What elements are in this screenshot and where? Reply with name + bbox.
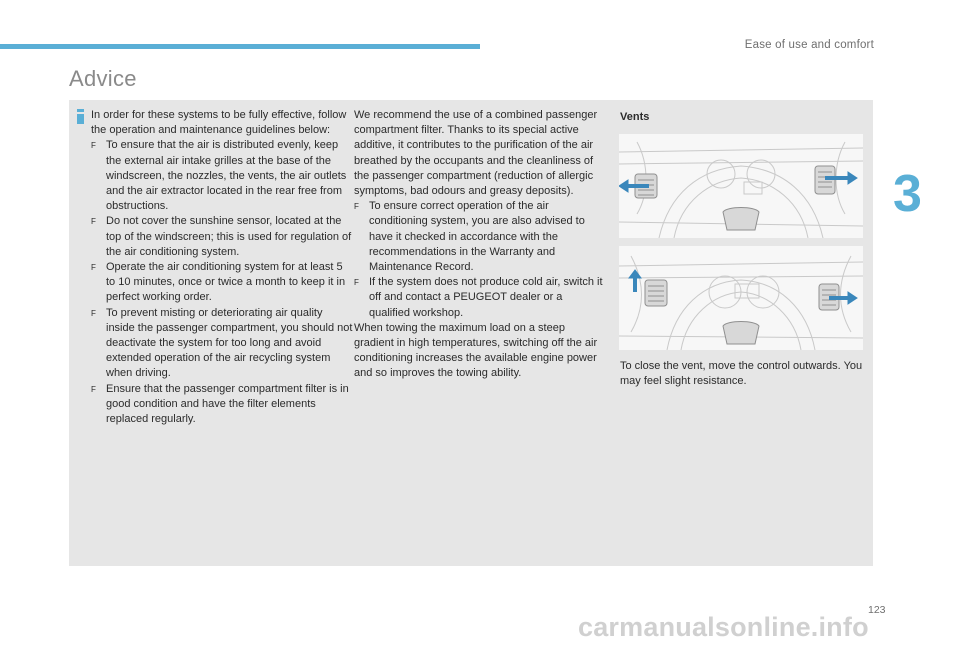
column-3 <box>620 110 870 133</box>
col2-outro: When towing the maximum load on a steep gradient in high temperatures, switching off the air conditioning increases the available engine power and so improves the towing ability. <box>354 321 598 380</box>
col1-intro: In order for these systems to be fully effective, follow the operation and maintenance guidelines below: <box>91 109 347 137</box>
vents-illustration-bottom <box>619 246 863 350</box>
bullet-marker: F <box>91 308 96 318</box>
vents-title: Vents <box>620 111 650 123</box>
bullet-marker: F <box>91 263 96 273</box>
column-1 <box>91 108 353 427</box>
header-accent-bar <box>0 44 480 49</box>
bullet-marker: F <box>354 278 359 288</box>
list-item: F Ensure that the passenger compartment filter is in good condition and have the filter elements replaced regularly. <box>91 382 349 426</box>
list-item: F To ensure correct operation of the air conditioning system, you are also advised to have it checked in accordance with the recommendations in the Warranty and Maintenance Record. <box>354 200 585 274</box>
page-number: 123 <box>868 604 886 616</box>
list-item: F Operate the air conditioning system for at least 5 to 10 minutes, once or twice a month to keep it in perfect working order. <box>91 261 346 304</box>
column-2 <box>354 108 604 382</box>
vents-instructions: To close the vent, move the control outwards. You may feel slight resistance. <box>620 360 863 388</box>
chapter-title: Ease of use and comfort <box>744 39 874 51</box>
list-item: F Do not cover the sunshine sensor, located at the top of the windscreen; this is used for regulation of the air conditioning system. <box>91 215 352 258</box>
vents-illustration-top <box>619 134 863 238</box>
bullet-marker: F <box>354 202 359 212</box>
info-icon <box>76 109 85 124</box>
chapter-number: 3 <box>893 165 922 223</box>
list-item: F To ensure that the air is distributed evenly, keep the external air intake grilles at the base of the windscreen, the nozzles, the vents, the air outlets and the air extractor located in the rear free from obstructions. <box>91 139 347 213</box>
bullet-marker: F <box>91 384 96 394</box>
bullet-marker: F <box>91 141 96 151</box>
bullet-marker: F <box>91 217 96 227</box>
list-item: F To prevent misting or deteriorating air quality inside the passenger compartment, you should not deactivate the system for too long and avoid extended operation of the air recycling system when driving. <box>91 306 353 380</box>
list-item: F If the system does not produce cold air, switch it off and contact a PEUGEOT dealer or a qualified workshop. <box>354 276 603 319</box>
page-heading: Advice <box>69 66 137 91</box>
watermark: carmanualsonline.info <box>578 612 869 642</box>
col2-intro: We recommend the use of a combined passenger compartment filter. Thanks to its special active additive, it contributes to the purification of the air breathed by the occupants and the cleanliness of the passenger compartment (reduction of allergic symptoms, bad odours and greasy deposits). <box>354 109 598 198</box>
